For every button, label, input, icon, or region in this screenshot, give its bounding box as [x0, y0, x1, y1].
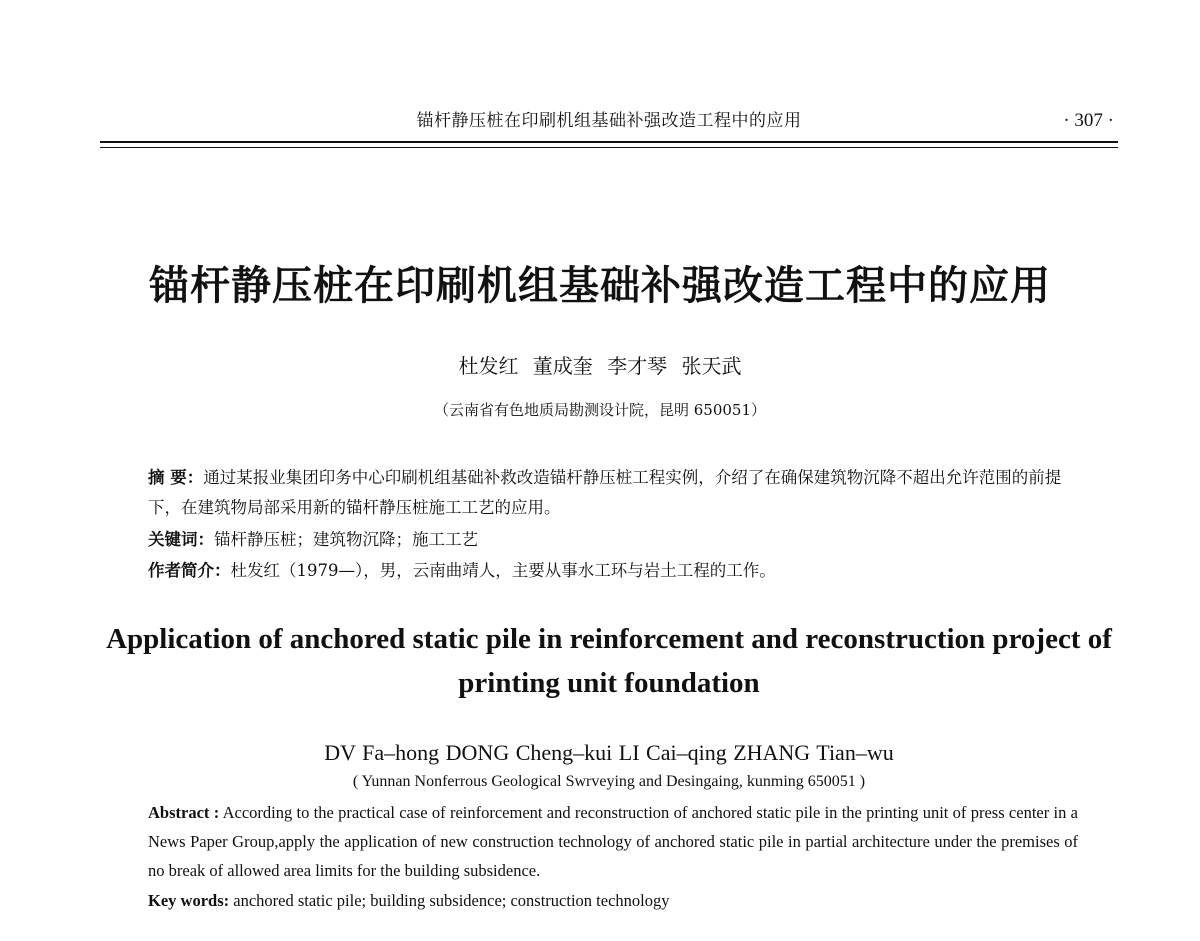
english-keywords [148, 886, 1078, 915]
english-authors: DV Fa–hong DONG Cheng–kui LI Cai–qing ZHANG Tian–wu [324, 740, 894, 765]
running-header-title: 锚杆静压桩在印刷机组基础补强改造工程中的应用 [416, 111, 802, 131]
english-keywords-label: Key words: [148, 891, 230, 910]
author-bio-label: 作者简介： [148, 561, 231, 580]
chinese-keywords [148, 525, 1078, 555]
chinese-title: 锚杆静压桩在印刷机组基础补强改造工程中的应用 [149, 263, 1051, 309]
author-bio-text: 杜发红（1979—），男，云南曲靖人，主要从事水工环与岩土工程的工作。 [230, 561, 776, 580]
english-title: Application of anchored static pile in reinforcement and reconstruction project of printing unit foundation [106, 623, 1112, 699]
header-rule-thin [100, 147, 1118, 148]
english-affiliation: ( Yunnan Nonferrous Geological Swrveying and Desingaing, kunming 650051 ) [352, 773, 866, 790]
chinese-abstract [148, 463, 1078, 523]
chinese-keywords-text: 锚杆静压桩；建筑物沉降；施工工艺 [214, 530, 478, 549]
english-abstract-label: Abstract : [148, 803, 220, 822]
chinese-affiliation: （云南省有色地质局勘测设计院，昆明 650051） [433, 401, 767, 419]
english-keywords-text: anchored static pile; building subsidence; construction technology [233, 891, 670, 910]
header-rule-thick [100, 141, 1118, 143]
page-number: · 307 · [1063, 110, 1114, 131]
chinese-authors: 杜发红 董成奎 李才琴 张天武 [458, 354, 742, 378]
running-header [100, 108, 1118, 142]
english-abstract [148, 798, 1078, 885]
chinese-abstract-text: 通过某报业集团印务中心印刷机组基础补救改造锚杆静压桩工程实例，介绍了在确保建筑物沉降不超出允许范围的前提下，在建筑物局部采用新的锚杆静压桩施工工艺的应用。 [148, 468, 1062, 517]
chinese-keywords-label: 关键词： [148, 530, 214, 549]
english-abstract-text: According to the practical case of reinforcement and reconstruction of anchored static pile in the printing unit of press center in a News Paper Group,apply the application of new construction technology of anchored static pile in partial architecture under the premises of no break of allowed area limits for the building subsidence. [148, 803, 1078, 880]
chinese-abstract-label: 摘 要： [148, 468, 204, 487]
author-bio [148, 556, 1078, 586]
